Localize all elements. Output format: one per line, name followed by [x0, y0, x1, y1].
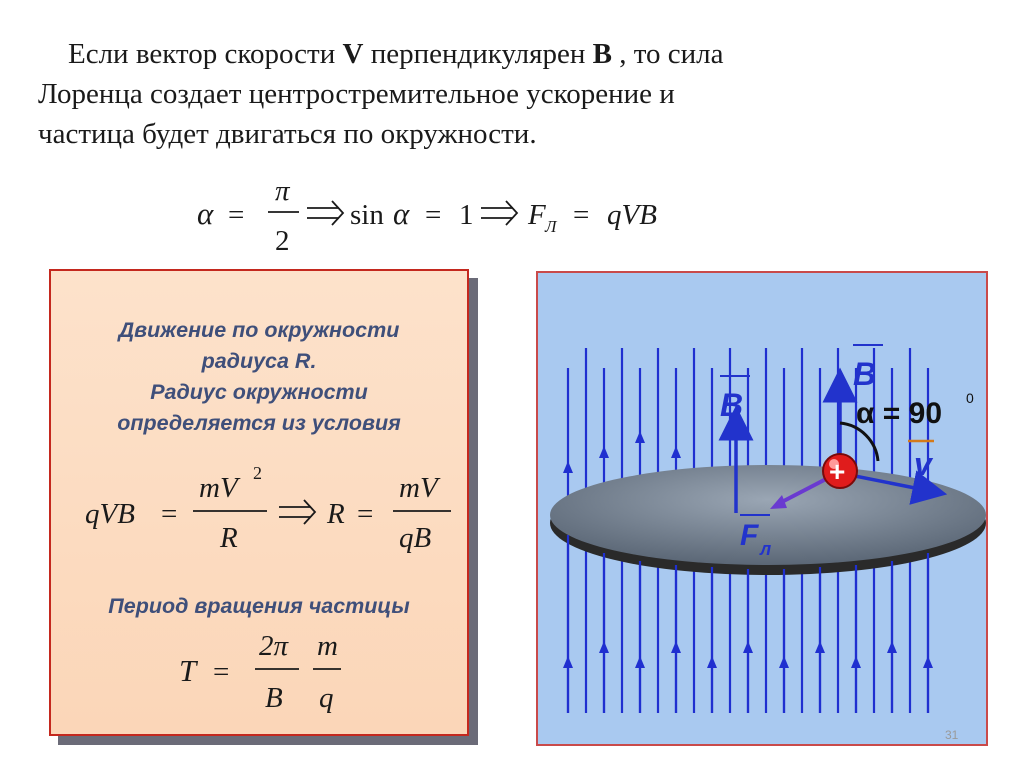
period-formula	[151, 619, 421, 729]
intro-text-part: Если вектор скорости	[68, 38, 343, 70]
formula-one: 1	[459, 199, 474, 231]
intro-vector-v: V	[342, 38, 364, 70]
intro-line-2: Лоренца создает центростремительное ускорение и	[38, 78, 675, 110]
period-num-2: m	[317, 630, 338, 662]
formula-F: F	[528, 199, 546, 231]
formula-alpha-2: α	[393, 196, 410, 231]
radius-den-1: R	[220, 522, 238, 554]
period-den-2: q	[319, 682, 334, 714]
label-B-top: B	[853, 356, 877, 392]
box-line-2: радиуса R.	[201, 349, 317, 373]
intro-line-3: частица будет двигаться по окружности.	[38, 118, 537, 150]
formula-pi: π	[275, 178, 290, 207]
intro-text-part: , то сила	[611, 38, 724, 70]
period-T: T	[179, 653, 197, 688]
box-period-label: Период вращения частицы	[108, 594, 410, 618]
radius-den-2: qB	[399, 522, 432, 554]
figure-svg	[538, 273, 986, 744]
box-line-4: определяется из условия	[117, 411, 401, 435]
lorentz-figure	[536, 271, 988, 746]
label-v: v	[914, 446, 932, 482]
radius-exponent: 2	[253, 463, 262, 483]
lorentz-formula	[195, 178, 735, 258]
radius-num-1: mV	[199, 472, 238, 504]
label-F: F	[740, 519, 759, 552]
implies-arrow-3	[279, 500, 315, 524]
intro-text	[38, 34, 988, 154]
label-F-subscript: л	[760, 539, 772, 559]
box-line-1: Движение по окружности	[118, 318, 400, 342]
box-line-3: Радиус окружности	[150, 380, 368, 404]
radius-R: R	[327, 498, 345, 530]
intro-text-part: перпендикулярен	[363, 38, 593, 70]
angle-label: α = 90	[856, 397, 943, 430]
radius-lhs: qVB	[85, 498, 135, 530]
formula-equals: =	[228, 199, 245, 231]
formula-alpha: α	[197, 196, 214, 231]
period-num-1: 2π	[259, 630, 289, 662]
intro-line-1	[38, 34, 988, 74]
charge-plus: +	[829, 456, 846, 487]
angle-degree: 0	[966, 390, 974, 406]
radius-equals: =	[161, 498, 178, 530]
implies-arrow-1	[307, 201, 343, 225]
period-equals: =	[213, 656, 230, 688]
info-box	[49, 269, 469, 736]
formula-sin: sin	[350, 199, 384, 231]
formula-F-subscript: Л	[545, 217, 557, 236]
formula-equals-2: =	[425, 199, 442, 231]
radius-equals-2: =	[357, 498, 374, 530]
formula-equals-3: =	[573, 199, 590, 231]
box-text-top	[51, 315, 467, 439]
intro-vector-b: B	[592, 38, 612, 70]
implies-arrow-2	[481, 201, 517, 225]
radius-formula	[81, 457, 471, 567]
formula-qVB: qVB	[607, 199, 657, 231]
label-B-left: B	[720, 387, 744, 423]
formula-two: 2	[275, 225, 290, 257]
period-den-1: B	[265, 682, 283, 714]
radius-num-2: mV	[399, 472, 438, 504]
slide-number: 31	[945, 728, 959, 742]
